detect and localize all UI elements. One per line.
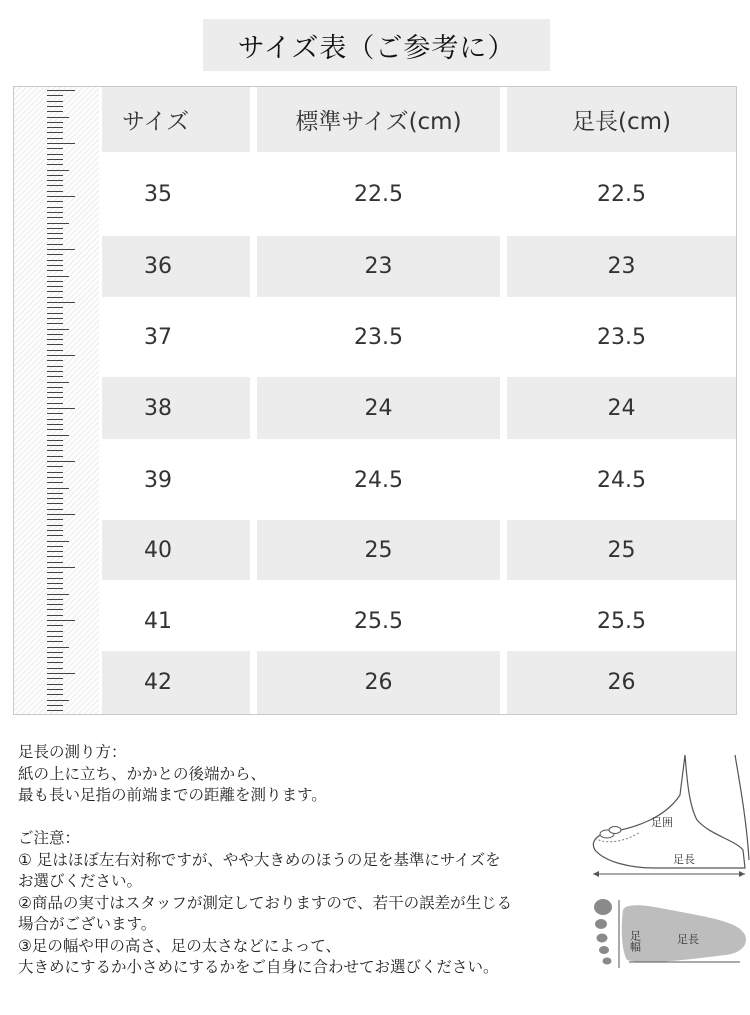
- ruler-tick: [47, 201, 63, 202]
- ruler-tick: [47, 710, 63, 711]
- ruler-tick: [47, 647, 69, 648]
- ruler-tick: [47, 233, 63, 234]
- ruler-tick: [47, 143, 75, 144]
- ruler-tick: [47, 217, 63, 218]
- ruler-tick: [47, 387, 63, 388]
- cell-standard: 23: [257, 236, 500, 297]
- ruler-tick: [47, 620, 75, 621]
- ruler-tick: [47, 625, 63, 626]
- ruler-tick: [47, 360, 63, 361]
- ruler-tick: [47, 641, 63, 642]
- ruler-tick: [47, 382, 69, 383]
- ruler-tick: [47, 498, 63, 499]
- ruler-tick: [47, 366, 63, 367]
- ruler-tick: [47, 148, 63, 149]
- ruler-tick: [47, 678, 63, 679]
- ruler-tick: [47, 472, 63, 473]
- ruler-tick: [47, 260, 63, 261]
- ruler-tick: [47, 440, 63, 441]
- ruler-tick: [47, 424, 63, 425]
- ruler-tick: [47, 636, 63, 637]
- cell-foot-length: 24.5: [507, 445, 736, 515]
- cell-size: 38: [102, 377, 250, 439]
- ruler-decoration: [14, 87, 99, 714]
- foot-measurement-illustration: [585, 750, 750, 985]
- ruler-tick: [47, 191, 63, 192]
- sole-length-label: 足長: [677, 933, 699, 946]
- cell-standard: 23.5: [257, 303, 500, 371]
- caution-title: ご注意：: [18, 829, 81, 847]
- ruler-tick: [47, 238, 63, 239]
- ruler-tick: [47, 562, 63, 563]
- cell-foot-length: 26: [507, 651, 736, 714]
- ruler-tick: [47, 583, 63, 584]
- ruler-tick: [47, 551, 63, 552]
- cell-foot-length: 25.5: [507, 586, 736, 656]
- cell-size: 37: [102, 303, 250, 371]
- ruler-tick: [47, 615, 63, 616]
- ruler-tick: [47, 546, 63, 547]
- ruler-tick: [47, 419, 63, 420]
- ruler-tick: [47, 117, 69, 118]
- ruler-tick: [47, 689, 63, 690]
- header-standard-size: 標準サイズ(cm): [257, 87, 500, 152]
- ruler-tick: [47, 344, 63, 345]
- caution-line: 大きめにするか小さめにするかをご自身に合わせてお選びください。: [18, 958, 499, 976]
- ruler-tick: [47, 461, 75, 462]
- ruler-tick: [47, 488, 69, 489]
- ruler-tick: [47, 535, 63, 536]
- caution-line: お選びください。: [18, 872, 143, 890]
- girth-label: 足囲: [651, 816, 673, 829]
- ruler-tick: [47, 334, 63, 335]
- ruler-tick: [47, 281, 63, 282]
- ruler-tick: [47, 180, 63, 181]
- ruler-tick: [47, 164, 63, 165]
- ruler-tick: [47, 329, 69, 330]
- ruler-tick: [47, 694, 63, 695]
- caution-line: ③足の幅や甲の高さ、足の太さなどによって、: [18, 936, 341, 955]
- ruler-tick: [47, 445, 63, 446]
- ruler-tick: [47, 350, 63, 351]
- ruler-tick: [47, 668, 63, 669]
- title-banner: [203, 19, 550, 71]
- cell-foot-length: 23: [507, 236, 736, 297]
- ruler-tick: [47, 276, 69, 277]
- ruler-tick: [47, 604, 63, 605]
- length-label: 足長: [673, 853, 695, 866]
- ruler-tick: [47, 673, 75, 674]
- ruler-tick: [47, 392, 63, 393]
- cell-standard: 25: [257, 520, 500, 580]
- width-label: 足幅: [628, 930, 642, 952]
- ruler-tick: [47, 270, 63, 271]
- ruler-tick: [47, 286, 63, 287]
- ruler-tick: [47, 509, 63, 510]
- ruler-tick: [47, 106, 63, 107]
- ruler-tick: [47, 111, 63, 112]
- measure-line: 最も長い足指の前端までの距離を測ります。: [18, 786, 327, 804]
- ruler-tick: [47, 196, 75, 197]
- ruler-tick: [47, 429, 63, 430]
- ruler-tick: [47, 609, 63, 610]
- caution-line: ②商品の実寸はスタッフが測定しておりますので、若干の誤差が生じる: [18, 893, 513, 912]
- ruler-tick: [47, 403, 63, 404]
- ruler-tick: [47, 132, 63, 133]
- cell-standard: 25.5: [257, 586, 500, 656]
- ruler-tick: [47, 175, 63, 176]
- ruler-tick: [47, 212, 63, 213]
- ruler-tick: [47, 519, 63, 520]
- ruler-tick: [47, 223, 69, 224]
- ruler-tick: [47, 514, 75, 515]
- header-size: サイズ: [102, 87, 250, 152]
- ruler-tick: [47, 541, 69, 542]
- ruler-tick: [47, 413, 63, 414]
- ruler-tick: [47, 525, 63, 526]
- foot-side-outline: [593, 755, 745, 868]
- ruler-tick: [47, 185, 63, 186]
- ruler-tick: [47, 228, 63, 229]
- ruler-tick: [47, 482, 63, 483]
- ruler-tick: [47, 631, 63, 632]
- cell-size: 42: [102, 651, 250, 714]
- ruler-tick: [47, 599, 63, 600]
- ruler-tick: [47, 207, 63, 208]
- cell-standard: 24.5: [257, 445, 500, 515]
- ruler-tick: [47, 95, 63, 96]
- ruler-tick: [47, 122, 63, 123]
- ruler-tick: [47, 578, 63, 579]
- measure-line: 紙の上に立ち、かかとの後端から、: [18, 764, 267, 783]
- ruler-tick: [47, 244, 63, 245]
- ruler-tick: [47, 588, 63, 589]
- measure-title: 足長の測り方：: [18, 743, 127, 761]
- ruler-tick: [47, 297, 63, 298]
- ruler-tick: [47, 657, 63, 658]
- ruler-tick: [47, 567, 75, 568]
- ruler-tick: [47, 705, 63, 706]
- ruler-tick: [47, 684, 63, 685]
- ruler-tick: [47, 503, 63, 504]
- ruler-tick: [47, 456, 63, 457]
- ruler-tick: [47, 662, 63, 663]
- ruler-tick: [47, 493, 63, 494]
- cell-size: 36: [102, 236, 250, 297]
- ruler-tick: [47, 355, 75, 356]
- ruler-tick: [47, 408, 75, 409]
- ruler-tick: [47, 530, 63, 531]
- cell-standard: 22.5: [257, 158, 500, 230]
- caution-line: 場合がございます。: [18, 915, 157, 933]
- ruler-tick: [47, 90, 75, 91]
- ruler-tick: [47, 323, 63, 324]
- ruler-tick: [47, 138, 63, 139]
- ruler-tick: [47, 477, 63, 478]
- ruler-tick: [47, 450, 63, 451]
- ruler-tick: [47, 307, 63, 308]
- ruler-tick: [47, 556, 63, 557]
- ruler-tick: [47, 371, 63, 372]
- ruler-tick: [47, 466, 63, 467]
- ruler-tick: [47, 397, 63, 398]
- cell-standard: 24: [257, 377, 500, 439]
- caution-line: ① 足はほぼ左右対称ですが、やや大きめのほうの足を基準にサイズを: [18, 850, 501, 869]
- ruler-tick: [47, 572, 63, 573]
- ruler-tick: [47, 159, 63, 160]
- ruler-tick: [47, 154, 63, 155]
- cell-foot-length: 25: [507, 520, 736, 580]
- cell-foot-length: 24: [507, 377, 736, 439]
- ruler-tick: [47, 318, 63, 319]
- cell-size: 40: [102, 520, 250, 580]
- page-title: サイズ表（ご参考に）: [237, 32, 516, 64]
- cell-foot-length: 22.5: [507, 158, 736, 230]
- ruler-tick: [47, 376, 63, 377]
- measurement-notes: [18, 742, 588, 979]
- ruler-tick: [47, 265, 63, 266]
- cell-size: 41: [102, 586, 250, 656]
- header-foot-length: 足長(cm): [507, 87, 736, 152]
- ruler-tick: [47, 313, 63, 314]
- ruler-tick: [47, 101, 63, 102]
- cell-foot-length: 23.5: [507, 303, 736, 371]
- ruler-tick: [47, 652, 63, 653]
- ruler-tick: [47, 291, 63, 292]
- ruler-tick: [47, 249, 75, 250]
- ruler-tick: [47, 302, 75, 303]
- cell-standard: 26: [257, 651, 500, 714]
- ruler-tick: [47, 700, 69, 701]
- cell-size: 35: [102, 158, 250, 230]
- ruler-tick: [47, 435, 69, 436]
- ruler-tick: [47, 339, 63, 340]
- ruler-tick: [47, 127, 63, 128]
- ruler-tick: [47, 594, 69, 595]
- cell-size: 39: [102, 445, 250, 515]
- ruler-tick: [47, 254, 63, 255]
- ruler-tick: [47, 170, 69, 171]
